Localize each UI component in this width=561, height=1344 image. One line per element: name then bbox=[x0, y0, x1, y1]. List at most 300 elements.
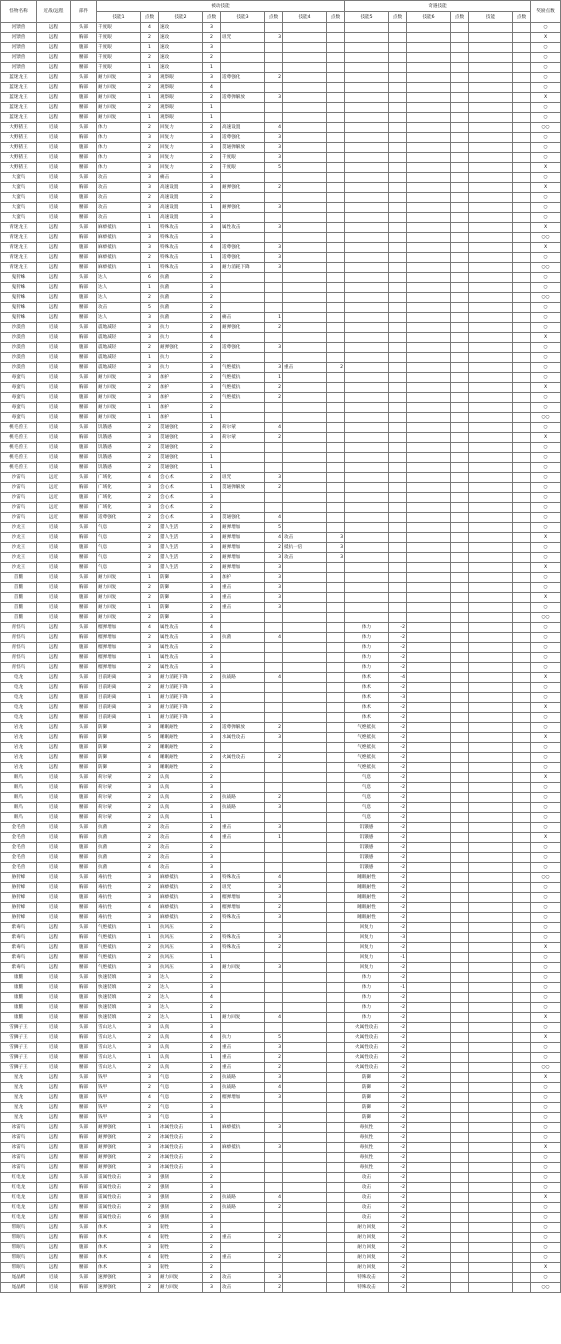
part-cell: 腹部 bbox=[71, 1043, 97, 1053]
skill1-name-cell: 快速装填 bbox=[97, 993, 141, 1003]
adv-skill5-points-cell bbox=[389, 433, 407, 443]
monster-name-cell: 鬼狩蛛 bbox=[1, 273, 37, 283]
part-cell: 腰部 bbox=[71, 513, 97, 523]
monster-name-cell: 岩龙 bbox=[1, 723, 37, 733]
adv-skill5-name-cell bbox=[345, 363, 389, 373]
skill2-name-cell: 睡眠耐性 bbox=[159, 743, 203, 753]
adv-skill6-points-cell bbox=[451, 933, 469, 943]
skill2-name-cell: 会心术 bbox=[159, 493, 203, 503]
adv-skill5-points-cell: -2 bbox=[389, 1163, 407, 1173]
table-row bbox=[1, 223, 561, 233]
skill3-points-cell: 2 bbox=[265, 1053, 283, 1063]
skill4-points-cell bbox=[327, 1103, 345, 1113]
table-row bbox=[1, 333, 561, 343]
adv-skill6-name-cell bbox=[407, 1253, 451, 1263]
table-row bbox=[1, 663, 561, 673]
adv-skill6-points-cell bbox=[451, 953, 469, 963]
adv-skill5-points-cell: -2 bbox=[389, 923, 407, 933]
skill1-points-cell: 3 bbox=[141, 783, 159, 793]
skill4-name-cell bbox=[283, 1233, 327, 1243]
monster-name-cell: 雪狮子王 bbox=[1, 1043, 37, 1053]
skill1-name-cell: 气息 bbox=[97, 543, 141, 553]
skill1-points-cell: 2 bbox=[141, 523, 159, 533]
skill1-name-cell: 震地减轻 bbox=[97, 353, 141, 363]
skill3-points-cell bbox=[265, 763, 283, 773]
table-row bbox=[1, 293, 561, 303]
header-points: 点数 bbox=[327, 12, 345, 23]
table-row bbox=[1, 993, 561, 1003]
skill3-name-cell: 榴弹增加 bbox=[221, 903, 265, 913]
range-cell: 近战 bbox=[37, 563, 71, 573]
skill2-name-cell: 观察眼 bbox=[159, 113, 203, 123]
adv-skill6-points-cell bbox=[451, 1073, 469, 1083]
skill2-points-cell: 3 bbox=[203, 213, 221, 223]
header-part: 部件 bbox=[71, 1, 97, 23]
range-cell: 近战 bbox=[37, 403, 71, 413]
adv-skill6-points-cell bbox=[451, 283, 469, 293]
reward-mark-cell: ○ bbox=[531, 1133, 561, 1143]
skill3-points-cell: 2 bbox=[265, 1233, 283, 1243]
adv-skill5-points-cell bbox=[389, 583, 407, 593]
adv-skill7-name-cell bbox=[469, 1223, 513, 1233]
monster-name-cell: 蓝迷龙王 bbox=[1, 83, 37, 93]
skill2-points-cell: 3 bbox=[203, 733, 221, 743]
monster-name-cell: 首鳖 bbox=[1, 593, 37, 603]
adv-skill5-points-cell: -2 bbox=[389, 913, 407, 923]
skill1-points-cell: 6 bbox=[141, 1213, 159, 1223]
skill1-name-cell: 千度眼 bbox=[97, 33, 141, 43]
adv-skill5-points-cell: -2 bbox=[389, 1183, 407, 1193]
monster-name-cell: 冰雷鸟 bbox=[1, 1163, 37, 1173]
skill4-name-cell: 攻击 bbox=[283, 553, 327, 563]
adv-skill7-points-cell bbox=[513, 1223, 531, 1233]
adv-skill7-points-cell bbox=[513, 1283, 531, 1293]
skill4-points-cell bbox=[327, 583, 345, 593]
adv-skill6-points-cell bbox=[451, 1093, 469, 1103]
table-row bbox=[1, 553, 561, 563]
skill2-name-cell: 抗菌 bbox=[159, 283, 203, 293]
adv-skill6-points-cell bbox=[451, 633, 469, 643]
skill2-points-cell: 3 bbox=[203, 533, 221, 543]
skill2-points-cell: 2 bbox=[203, 933, 221, 943]
monster-name-cell: 青迷龙王 bbox=[1, 243, 37, 253]
monster-name-cell: 青迷龙王 bbox=[1, 253, 37, 263]
skill4-name-cell bbox=[283, 623, 327, 633]
skill3-points-cell bbox=[265, 1213, 283, 1223]
reward-mark-cell: ○ bbox=[531, 1253, 561, 1263]
adv-skill5-name-cell: 耐力回复 bbox=[345, 1233, 389, 1243]
adv-skill6-points-cell bbox=[451, 233, 469, 243]
adv-skill6-points-cell bbox=[451, 1223, 469, 1233]
adv-skill7-points-cell bbox=[513, 493, 531, 503]
skill2-name-cell: 强韧 bbox=[159, 1173, 203, 1183]
adv-skill6-points-cell bbox=[451, 793, 469, 803]
skill1-points-cell: 1 bbox=[141, 653, 159, 663]
skill1-name-cell: 榴弹增加 bbox=[97, 643, 141, 653]
skill4-points-cell bbox=[327, 343, 345, 353]
skill2-name-cell: 属性攻击 bbox=[159, 633, 203, 643]
skill1-name-cell: 广域化 bbox=[97, 493, 141, 503]
skill4-points-cell bbox=[327, 633, 345, 643]
adv-skill5-name-cell bbox=[345, 183, 389, 193]
skill2-points-cell: 1 bbox=[203, 413, 221, 423]
monster-name-cell: 金毛兽 bbox=[1, 863, 37, 873]
skill3-points-cell: 3 bbox=[265, 243, 283, 253]
adv-skill5-name-cell bbox=[345, 193, 389, 203]
monster-name-cell: 康鳖 bbox=[1, 993, 37, 1003]
adv-skill6-name-cell bbox=[407, 593, 451, 603]
part-cell: 腰部 bbox=[71, 1113, 97, 1123]
skill4-name-cell bbox=[283, 373, 327, 383]
monster-name-cell: 桃毛兽王 bbox=[1, 453, 37, 463]
skill3-points-cell bbox=[265, 973, 283, 983]
adv-skill5-name-cell: 睡眠耐性 bbox=[345, 903, 389, 913]
adv-skill7-points-cell bbox=[513, 33, 531, 43]
adv-skill6-points-cell bbox=[451, 543, 469, 553]
skill3-points-cell: 3 bbox=[265, 143, 283, 153]
skill4-name-cell bbox=[283, 163, 327, 173]
skill2-points-cell: 2 bbox=[203, 1203, 221, 1213]
monster-name-cell: 青怪鸟 bbox=[1, 623, 37, 633]
skill4-points-cell bbox=[327, 753, 345, 763]
skill3-points-cell: 3 bbox=[265, 203, 283, 213]
skill1-name-cell: 榴弹增加 bbox=[97, 633, 141, 643]
table-row bbox=[1, 413, 561, 423]
adv-skill7-name-cell bbox=[469, 783, 513, 793]
skill2-points-cell: 2 bbox=[203, 643, 221, 653]
table-row bbox=[1, 503, 561, 513]
monster-name-cell: 沙雷鸟 bbox=[1, 483, 37, 493]
skill4-points-cell bbox=[327, 473, 345, 483]
skill2-points-cell: 3 bbox=[203, 543, 221, 553]
table-row bbox=[1, 533, 561, 543]
skill1-name-cell: 耐力回复 bbox=[97, 103, 141, 113]
adv-skill6-points-cell bbox=[451, 453, 469, 463]
range-cell: 远程 bbox=[37, 933, 71, 943]
monster-name-cell: 鬼狩蛛 bbox=[1, 303, 37, 313]
part-cell: 头部 bbox=[71, 373, 97, 383]
table-row bbox=[1, 543, 561, 553]
skill1-name-cell: 快速装填 bbox=[97, 1003, 141, 1013]
skill3-name-cell: 抗战路 bbox=[221, 673, 265, 683]
skill3-points-cell: 2 bbox=[265, 1283, 283, 1293]
skill4-points-cell bbox=[327, 923, 345, 933]
adv-skill7-name-cell bbox=[469, 903, 513, 913]
adv-skill6-points-cell bbox=[451, 253, 469, 263]
skill1-name-cell: 目前距离 bbox=[97, 703, 141, 713]
adv-skill7-points-cell bbox=[513, 563, 531, 573]
part-cell: 腰部 bbox=[71, 303, 97, 313]
skill1-name-cell: 雷属性攻击 bbox=[97, 1213, 141, 1223]
reward-mark-cell: ○ bbox=[531, 1173, 561, 1183]
adv-skill6-name-cell bbox=[407, 663, 451, 673]
adv-skill5-name-cell: 体力 bbox=[345, 993, 389, 1003]
adv-skill5-points-cell: -2 bbox=[389, 1173, 407, 1183]
adv-skill7-name-cell bbox=[469, 363, 513, 373]
adv-skill7-points-cell bbox=[513, 1113, 531, 1123]
skill3-points-cell: 2 bbox=[265, 723, 283, 733]
skill2-points-cell: 1 bbox=[203, 253, 221, 263]
skill4-name-cell bbox=[283, 173, 327, 183]
skill4-name-cell bbox=[283, 1223, 327, 1233]
reward-mark-cell: ○ bbox=[531, 883, 561, 893]
skill3-points-cell bbox=[265, 333, 283, 343]
adv-skill6-name-cell bbox=[407, 113, 451, 123]
skill4-points-cell: 3 bbox=[327, 543, 345, 553]
adv-skill6-points-cell bbox=[451, 573, 469, 583]
range-cell: 远程 bbox=[37, 673, 71, 683]
adv-skill5-name-cell bbox=[345, 123, 389, 133]
part-cell: 腰部 bbox=[71, 1153, 97, 1163]
adv-skill6-name-cell bbox=[407, 253, 451, 263]
part-cell: 腰部 bbox=[71, 613, 97, 623]
skill2-points-cell: 2 bbox=[203, 343, 221, 353]
adv-skill7-points-cell bbox=[513, 213, 531, 223]
skill3-points-cell bbox=[265, 1133, 283, 1143]
adv-skill6-name-cell bbox=[407, 953, 451, 963]
monster-name-cell: 沙雷鸟 bbox=[1, 513, 37, 523]
skill3-name-cell bbox=[221, 463, 265, 473]
monster-name-cell: 沙漠兽 bbox=[1, 323, 37, 333]
skill3-points-cell bbox=[265, 493, 283, 503]
skill3-points-cell: 3 bbox=[265, 263, 283, 273]
adv-skill7-points-cell bbox=[513, 813, 531, 823]
reward-mark-cell: ○○ bbox=[531, 123, 561, 133]
adv-skill7-name-cell bbox=[469, 493, 513, 503]
skill1-points-cell: 2 bbox=[141, 663, 159, 673]
skill1-name-cell: 震地减轻 bbox=[97, 323, 141, 333]
skill2-name-cell: 耐力消耗下降 bbox=[159, 703, 203, 713]
range-cell: 远程 bbox=[37, 663, 71, 673]
adv-skill5-points-cell: -2 bbox=[389, 1103, 407, 1113]
monster-name-cell: 首鳖 bbox=[1, 613, 37, 623]
adv-skill6-points-cell bbox=[451, 923, 469, 933]
adv-skill5-points-cell bbox=[389, 243, 407, 253]
part-cell: 腰部 bbox=[71, 703, 97, 713]
adv-skill6-name-cell bbox=[407, 103, 451, 113]
skill3-points-cell: 3 bbox=[265, 93, 283, 103]
adv-skill6-points-cell bbox=[451, 403, 469, 413]
skill1-name-cell: 麻痹抵抗 bbox=[97, 263, 141, 273]
skill3-name-cell: 重击 bbox=[221, 1233, 265, 1243]
skill2-points-cell: 3 bbox=[203, 873, 221, 883]
skill1-name-cell: 耐力回复 bbox=[97, 583, 141, 593]
skill1-points-cell: 3 bbox=[141, 673, 159, 683]
skill3-name-cell: 重击 bbox=[221, 583, 265, 593]
adv-skill7-name-cell bbox=[469, 633, 513, 643]
monster-name-cell: 大蛮鸟 bbox=[1, 193, 37, 203]
adv-skill6-points-cell bbox=[451, 1173, 469, 1183]
adv-skill5-points-cell bbox=[389, 163, 407, 173]
reward-mark-cell: X bbox=[531, 223, 561, 233]
skill3-points-cell bbox=[265, 503, 283, 513]
adv-skill7-name-cell bbox=[469, 653, 513, 663]
range-cell: 远程 bbox=[37, 1173, 71, 1183]
skill1-points-cell: 1 bbox=[141, 933, 159, 943]
monster-name-cell: 青怪鸟 bbox=[1, 663, 37, 673]
skill3-points-cell: 3 bbox=[265, 883, 283, 893]
skill1-name-cell: 耐力回复 bbox=[97, 383, 141, 393]
adv-skill6-points-cell bbox=[451, 313, 469, 323]
table-row bbox=[1, 1093, 561, 1103]
adv-skill7-name-cell bbox=[469, 883, 513, 893]
monster-name-cell: 大蛮鸟 bbox=[1, 173, 37, 183]
table-row bbox=[1, 513, 561, 523]
skill1-name-cell: 震地减轻 bbox=[97, 363, 141, 373]
adv-skill5-name-cell bbox=[345, 603, 389, 613]
skill3-name-cell bbox=[221, 193, 265, 203]
skill2-name-cell: 认真 bbox=[159, 803, 203, 813]
range-cell: 近战 bbox=[37, 363, 71, 373]
adv-skill6-name-cell bbox=[407, 923, 451, 933]
adv-skill6-name-cell bbox=[407, 973, 451, 983]
adv-skill5-name-cell: 毒抗性 bbox=[345, 1153, 389, 1163]
table-row bbox=[1, 253, 561, 263]
skill3-name-cell bbox=[221, 233, 265, 243]
skill4-points-cell bbox=[327, 1123, 345, 1133]
adv-skill6-name-cell bbox=[407, 643, 451, 653]
monster-name-cell: 电龙 bbox=[1, 713, 37, 723]
adv-skill6-name-cell bbox=[407, 133, 451, 143]
adv-skill5-name-cell: 气绝抵抗 bbox=[345, 733, 389, 743]
adv-skill7-points-cell bbox=[513, 1213, 531, 1223]
skill1-points-cell: 2 bbox=[141, 53, 159, 63]
monster-name-cell: 星龙 bbox=[1, 1083, 37, 1093]
range-cell: 近战 bbox=[37, 413, 71, 423]
range-cell: 远程 bbox=[37, 293, 71, 303]
adv-skill6-name-cell bbox=[407, 1143, 451, 1153]
adv-skill7-name-cell bbox=[469, 353, 513, 363]
skill1-points-cell: 3 bbox=[141, 973, 159, 983]
adv-skill5-points-cell: -2 bbox=[389, 1093, 407, 1103]
part-cell: 头部 bbox=[71, 323, 97, 333]
skill3-name-cell: 荷尔蒙 bbox=[221, 433, 265, 443]
monster-name-cell: 蓝迷龙王 bbox=[1, 73, 37, 83]
skill2-points-cell: 3 bbox=[203, 493, 221, 503]
skill2-points-cell: 2 bbox=[203, 163, 221, 173]
skill1-name-cell: 攻击 bbox=[97, 303, 141, 313]
monster-name-cell: 鬼狩蛛 bbox=[1, 313, 37, 323]
table-row bbox=[1, 343, 561, 353]
adv-skill7-name-cell bbox=[469, 683, 513, 693]
part-cell: 腰部 bbox=[71, 1203, 97, 1213]
range-cell: 远程 bbox=[37, 1083, 71, 1093]
reward-mark-cell: ○ bbox=[531, 523, 561, 533]
monster-name-cell: 金毛兽 bbox=[1, 833, 37, 843]
adv-skill6-name-cell bbox=[407, 453, 451, 463]
skill4-name-cell bbox=[283, 233, 327, 243]
skill4-points-cell bbox=[327, 763, 345, 773]
skill1-points-cell: 1 bbox=[141, 403, 159, 413]
range-cell: 近战 bbox=[37, 453, 71, 463]
skill2-name-cell: 攻击 bbox=[159, 833, 203, 843]
adv-skill7-name-cell bbox=[469, 63, 513, 73]
adv-skill7-points-cell bbox=[513, 553, 531, 563]
skill4-points-cell bbox=[327, 293, 345, 303]
table-row bbox=[1, 563, 561, 573]
skill3-points-cell: 3 bbox=[265, 473, 283, 483]
skill1-name-cell: 目前距离 bbox=[97, 683, 141, 693]
skill3-name-cell bbox=[221, 783, 265, 793]
skill2-name-cell: 气息 bbox=[159, 1073, 203, 1083]
skill4-points-cell bbox=[327, 1063, 345, 1073]
adv-skill7-name-cell bbox=[469, 303, 513, 313]
range-cell: 近战 bbox=[37, 533, 71, 543]
adv-skill6-points-cell bbox=[451, 163, 469, 173]
skill3-points-cell bbox=[265, 1103, 283, 1113]
skill1-name-cell: 雷属性攻击 bbox=[97, 1183, 141, 1193]
monster-name-cell: 桃毛兽王 bbox=[1, 443, 37, 453]
adv-skill7-name-cell bbox=[469, 803, 513, 813]
skill2-points-cell: 3 bbox=[203, 693, 221, 703]
adv-skill7-points-cell bbox=[513, 973, 531, 983]
table-row bbox=[1, 953, 561, 963]
adv-skill7-name-cell bbox=[469, 1183, 513, 1193]
adv-skill7-points-cell bbox=[513, 173, 531, 183]
table-row bbox=[1, 943, 561, 953]
skill1-name-cell: 雪山达人 bbox=[97, 1063, 141, 1073]
part-cell: 腰部 bbox=[71, 1063, 97, 1073]
adv-skill5-name-cell bbox=[345, 213, 389, 223]
table-row bbox=[1, 133, 561, 143]
skill2-name-cell: 猎人生活 bbox=[159, 553, 203, 563]
skill1-points-cell: 3 bbox=[141, 243, 159, 253]
monster-name-cell: 青迷龙王 bbox=[1, 233, 37, 243]
skill1-name-cell: 气绝抵抗 bbox=[97, 963, 141, 973]
table-row bbox=[1, 143, 561, 153]
table-row bbox=[1, 983, 561, 993]
adv-skill6-points-cell bbox=[451, 443, 469, 453]
range-cell: 远程 bbox=[37, 1123, 71, 1133]
adv-skill6-name-cell bbox=[407, 503, 451, 513]
skill1-name-cell: 速弹强化 bbox=[97, 1283, 141, 1293]
skill2-points-cell: 3 bbox=[203, 943, 221, 953]
skill4-points-cell bbox=[327, 603, 345, 613]
skill2-points-cell: 2 bbox=[203, 303, 221, 313]
skill1-name-cell: 气绝抵抗 bbox=[97, 953, 141, 963]
skill3-name-cell bbox=[221, 1153, 265, 1163]
monster-name-cell: 首鳖 bbox=[1, 603, 37, 613]
adv-skill6-points-cell bbox=[451, 843, 469, 853]
skill2-points-cell: 3 bbox=[203, 143, 221, 153]
skill3-name-cell bbox=[221, 63, 265, 73]
table-row bbox=[1, 213, 561, 223]
skill4-points-cell bbox=[327, 693, 345, 703]
range-cell: 远程 bbox=[37, 1213, 71, 1223]
adv-skill5-points-cell: -2 bbox=[389, 803, 407, 813]
skill2-points-cell: 3 bbox=[203, 173, 221, 183]
adv-skill7-points-cell bbox=[513, 513, 531, 523]
adv-skill5-points-cell bbox=[389, 313, 407, 323]
skill1-name-cell: 攻击 bbox=[97, 213, 141, 223]
adv-skill7-name-cell bbox=[469, 463, 513, 473]
part-cell: 胸部 bbox=[71, 533, 97, 543]
part-cell: 腹部 bbox=[71, 143, 97, 153]
adv-skill5-name-cell bbox=[345, 433, 389, 443]
skill4-points-cell bbox=[327, 333, 345, 343]
reward-mark-cell: ○ bbox=[531, 623, 561, 633]
skill4-points-cell bbox=[327, 1023, 345, 1033]
skill2-name-cell: 回复力 bbox=[159, 143, 203, 153]
adv-skill6-points-cell bbox=[451, 693, 469, 703]
skill1-points-cell: 2 bbox=[141, 1183, 159, 1193]
adv-skill6-points-cell bbox=[451, 1203, 469, 1213]
adv-skill7-points-cell bbox=[513, 933, 531, 943]
adv-skill6-points-cell bbox=[451, 533, 469, 543]
part-cell: 腰部 bbox=[71, 413, 97, 423]
reward-mark-cell: ○○ bbox=[531, 613, 561, 623]
skill4-name-cell: 抵抗一倍 bbox=[283, 543, 327, 553]
